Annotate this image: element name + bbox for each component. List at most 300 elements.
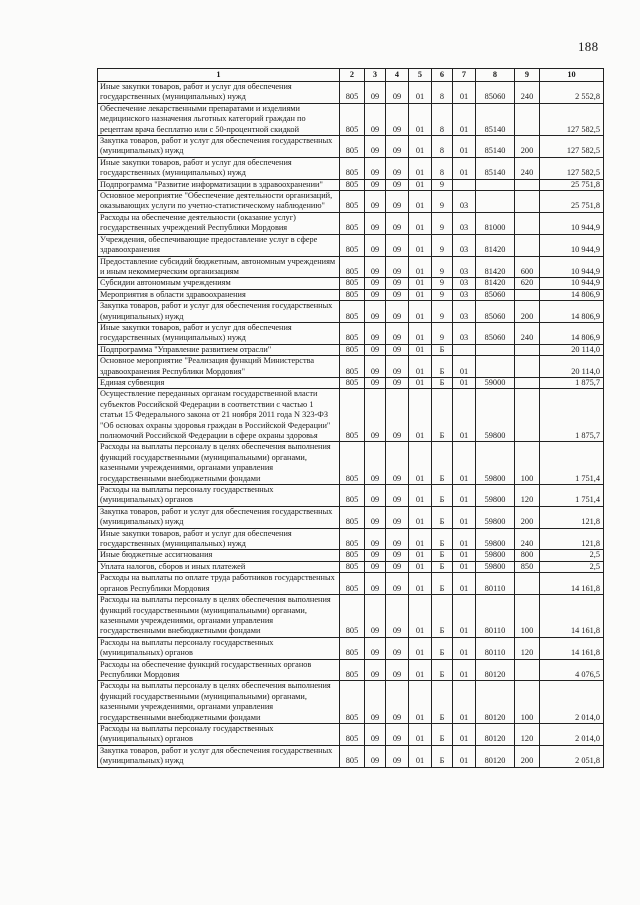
table-row: [98, 103, 604, 135]
row-name-cell: Основное мероприятие "Обеспечение деятельности организаций, оказывающих услуги по учетно-статистическому наблюдению": [98, 191, 340, 213]
table-row: [98, 485, 604, 507]
table-row: [98, 136, 604, 158]
table-row: [98, 550, 604, 561]
program-code-cell: 01: [409, 191, 432, 213]
direction-code-cell: 80110: [476, 573, 515, 595]
expense-type-cell: [515, 179, 540, 190]
row-name-cell: Расходы на выплаты персоналу государственных (муниципальных) органов: [98, 637, 340, 659]
subsection-code-cell: 09: [386, 550, 409, 561]
row-name-cell: Подпрограмма "Управление развитием отрасли": [98, 344, 340, 355]
subprogram-code-cell: 8: [432, 157, 453, 179]
section-code-cell: 09: [365, 136, 386, 158]
amount-cell: 1 875,7: [540, 377, 604, 388]
admin-code-cell: 805: [340, 595, 365, 638]
subprogram-code-cell: Б: [432, 356, 453, 378]
event-code-cell: 03: [453, 234, 476, 256]
direction-code-cell: 59800: [476, 528, 515, 550]
amount-cell: 14 806,9: [540, 289, 604, 300]
expense-type-cell: 120: [515, 485, 540, 507]
subprogram-code-cell: 9: [432, 301, 453, 323]
expense-type-cell: 200: [515, 301, 540, 323]
subprogram-code-cell: Б: [432, 442, 453, 485]
amount-cell: 2,5: [540, 550, 604, 561]
section-code-cell: 09: [365, 528, 386, 550]
table-row: [98, 179, 604, 190]
section-code-cell: 09: [365, 301, 386, 323]
event-code-cell: 01: [453, 485, 476, 507]
direction-code-cell: 80120: [476, 723, 515, 745]
program-code-cell: 01: [409, 637, 432, 659]
table-row: [98, 356, 604, 378]
admin-code-cell: 805: [340, 506, 365, 528]
section-code-cell: 09: [365, 234, 386, 256]
section-code-cell: 09: [365, 595, 386, 638]
direction-code-cell: 59800: [476, 485, 515, 507]
subsection-code-cell: 09: [386, 528, 409, 550]
subsection-code-cell: 09: [386, 289, 409, 300]
program-code-cell: 01: [409, 377, 432, 388]
program-code-cell: 01: [409, 595, 432, 638]
event-code-cell: 01: [453, 82, 476, 104]
subsection-code-cell: 09: [386, 179, 409, 190]
amount-cell: 1 875,7: [540, 389, 604, 442]
program-code-cell: 01: [409, 212, 432, 234]
amount-cell: 121,8: [540, 506, 604, 528]
admin-code-cell: 805: [340, 301, 365, 323]
subprogram-code-cell: Б: [432, 550, 453, 561]
row-name-cell: Обеспечение лекарственными препаратами и изделиями медицинского назначения льготных категорий граждан по рецептам врача бесплатно или с 50-процентной скидкой: [98, 103, 340, 135]
row-name-cell: Расходы на обеспечение деятельности (оказание услуг) государственных учреждений Республики Мордовия: [98, 212, 340, 234]
section-code-cell: 09: [365, 485, 386, 507]
expense-type-cell: 600: [515, 256, 540, 278]
subsection-code-cell: 09: [386, 212, 409, 234]
subsection-code-cell: 09: [386, 82, 409, 104]
section-code-cell: 09: [365, 157, 386, 179]
event-code-cell: 01: [453, 442, 476, 485]
subprogram-code-cell: Б: [432, 573, 453, 595]
table-row: [98, 528, 604, 550]
subsection-code-cell: 09: [386, 157, 409, 179]
row-name-cell: Иные закупки товаров, работ и услуг для обеспечения государственных (муниципальных) нужд: [98, 528, 340, 550]
subprogram-code-cell: 9: [432, 289, 453, 300]
admin-code-cell: 805: [340, 278, 365, 289]
admin-code-cell: 805: [340, 377, 365, 388]
amount-cell: 25 751,8: [540, 191, 604, 213]
amount-cell: 14 806,9: [540, 301, 604, 323]
table-row: [98, 278, 604, 289]
subprogram-code-cell: Б: [432, 659, 453, 681]
row-name-cell: Предоставление субсидий бюджетным, автономным учреждениям и иным некоммерческим организациям: [98, 256, 340, 278]
program-code-cell: 01: [409, 256, 432, 278]
amount-cell: 14 161,8: [540, 637, 604, 659]
amount-cell: 2 051,8: [540, 745, 604, 767]
section-code-cell: 09: [365, 506, 386, 528]
amount-cell: 127 582,5: [540, 103, 604, 135]
subsection-code-cell: 09: [386, 745, 409, 767]
table-row: [98, 256, 604, 278]
amount-cell: 2 014,0: [540, 681, 604, 724]
direction-code-cell: 81000: [476, 212, 515, 234]
subprogram-code-cell: 8: [432, 103, 453, 135]
amount-cell: 1 751,4: [540, 442, 604, 485]
event-code-cell: 01: [453, 595, 476, 638]
admin-code-cell: 805: [340, 485, 365, 507]
section-code-cell: 09: [365, 389, 386, 442]
subsection-code-cell: 09: [386, 595, 409, 638]
event-code-cell: 03: [453, 322, 476, 344]
program-code-cell: 01: [409, 179, 432, 190]
event-code-cell: 03: [453, 301, 476, 323]
row-name-cell: Подпрограмма "Развитие информатизации в здравоохранении": [98, 179, 340, 190]
event-code-cell: 03: [453, 191, 476, 213]
row-name-cell: Основное мероприятие "Реализация функций Министерства здравоохранения Республики Мордовия": [98, 356, 340, 378]
program-code-cell: 01: [409, 103, 432, 135]
column-header: 5: [409, 69, 432, 82]
section-code-cell: 09: [365, 278, 386, 289]
table-row: [98, 234, 604, 256]
table-row: [98, 745, 604, 767]
row-name-cell: Учреждения, обеспечивающие предоставление услуг в сфере здравоохранения: [98, 234, 340, 256]
amount-cell: 10 944,9: [540, 256, 604, 278]
expense-type-cell: [515, 356, 540, 378]
table-row: [98, 506, 604, 528]
direction-code-cell: 59800: [476, 389, 515, 442]
amount-cell: 121,8: [540, 528, 604, 550]
subprogram-code-cell: Б: [432, 377, 453, 388]
direction-code-cell: [476, 356, 515, 378]
program-code-cell: 01: [409, 528, 432, 550]
admin-code-cell: 805: [340, 136, 365, 158]
subprogram-code-cell: 9: [432, 234, 453, 256]
subsection-code-cell: 09: [386, 723, 409, 745]
subprogram-code-cell: 9: [432, 256, 453, 278]
admin-code-cell: 805: [340, 745, 365, 767]
admin-code-cell: 805: [340, 256, 365, 278]
column-header: 3: [365, 69, 386, 82]
event-code-cell: 03: [453, 256, 476, 278]
program-code-cell: 01: [409, 234, 432, 256]
column-header: 1: [98, 69, 340, 82]
table-row: [98, 723, 604, 745]
subsection-code-cell: 09: [386, 561, 409, 572]
section-code-cell: 09: [365, 179, 386, 190]
program-code-cell: 01: [409, 681, 432, 724]
table-row: [98, 344, 604, 355]
amount-cell: 20 114,0: [540, 356, 604, 378]
column-header: 6: [432, 69, 453, 82]
event-code-cell: 01: [453, 356, 476, 378]
table-row: [98, 322, 604, 344]
program-code-cell: 01: [409, 344, 432, 355]
section-code-cell: 09: [365, 561, 386, 572]
event-code-cell: 01: [453, 157, 476, 179]
amount-cell: 2 014,0: [540, 723, 604, 745]
amount-cell: 20 114,0: [540, 344, 604, 355]
subsection-code-cell: 09: [386, 442, 409, 485]
direction-code-cell: 59800: [476, 506, 515, 528]
subprogram-code-cell: 8: [432, 136, 453, 158]
event-code-cell: 01: [453, 561, 476, 572]
section-code-cell: 09: [365, 356, 386, 378]
subsection-code-cell: 09: [386, 256, 409, 278]
table-row: [98, 659, 604, 681]
expense-type-cell: 240: [515, 528, 540, 550]
subsection-code-cell: 09: [386, 485, 409, 507]
event-code-cell: 01: [453, 550, 476, 561]
direction-code-cell: 59800: [476, 442, 515, 485]
expense-type-cell: [515, 212, 540, 234]
budget-table: [97, 68, 604, 768]
admin-code-cell: 805: [340, 356, 365, 378]
amount-cell: 10 944,9: [540, 212, 604, 234]
program-code-cell: 01: [409, 485, 432, 507]
amount-cell: 127 582,5: [540, 136, 604, 158]
program-code-cell: 01: [409, 136, 432, 158]
amount-cell: 10 944,9: [540, 234, 604, 256]
table-row: [98, 389, 604, 442]
subsection-code-cell: 09: [386, 278, 409, 289]
section-code-cell: 09: [365, 289, 386, 300]
subprogram-code-cell: 9: [432, 191, 453, 213]
column-header: 7: [453, 69, 476, 82]
subprogram-code-cell: Б: [432, 528, 453, 550]
table-body: [98, 69, 604, 768]
row-name-cell: Расходы на выплаты персоналу в целях обеспечения выполнения функций государственными (муниципальными) органами, казенными учреждениями, органами управления государственными внебюджетными фондами: [98, 442, 340, 485]
program-code-cell: 01: [409, 82, 432, 104]
subprogram-code-cell: Б: [432, 745, 453, 767]
subprogram-code-cell: Б: [432, 389, 453, 442]
row-name-cell: Расходы на выплаты персоналу государственных (муниципальных) органов: [98, 485, 340, 507]
expense-type-cell: 100: [515, 442, 540, 485]
subprogram-code-cell: Б: [432, 344, 453, 355]
row-name-cell: Закупка товаров, работ и услуг для обеспечения государственных (муниципальных) нужд: [98, 136, 340, 158]
column-header: 8: [476, 69, 515, 82]
event-code-cell: 01: [453, 723, 476, 745]
table-row: [98, 681, 604, 724]
section-code-cell: 09: [365, 103, 386, 135]
table-row: [98, 595, 604, 638]
table-row: [98, 637, 604, 659]
event-code-cell: 01: [453, 681, 476, 724]
direction-code-cell: 85060: [476, 289, 515, 300]
direction-code-cell: 80120: [476, 681, 515, 724]
section-code-cell: 09: [365, 212, 386, 234]
admin-code-cell: 805: [340, 442, 365, 485]
program-code-cell: 01: [409, 356, 432, 378]
admin-code-cell: 805: [340, 234, 365, 256]
row-name-cell: Осуществление переданных органам государственной власти субъектов Российской Федерации в соответствии с частью 1 статьи 15 Федерального закона от 21 ноября 2011 года N 323-ФЗ "Об основах охраны здоровья граждан в Российской Федерации" полномочий Российской Федерации в сфере охраны здоровья: [98, 389, 340, 442]
expense-type-cell: 800: [515, 550, 540, 561]
event-code-cell: 01: [453, 745, 476, 767]
direction-code-cell: 81420: [476, 234, 515, 256]
amount-cell: 4 076,5: [540, 659, 604, 681]
subsection-code-cell: 09: [386, 322, 409, 344]
direction-code-cell: 85060: [476, 322, 515, 344]
direction-code-cell: [476, 191, 515, 213]
admin-code-cell: 805: [340, 289, 365, 300]
admin-code-cell: 805: [340, 561, 365, 572]
row-name-cell: Закупка товаров, работ и услуг для обеспечения государственных (муниципальных) нужд: [98, 745, 340, 767]
event-code-cell: 01: [453, 637, 476, 659]
expense-type-cell: [515, 344, 540, 355]
amount-cell: 14 161,8: [540, 573, 604, 595]
row-name-cell: Расходы на выплаты по оплате труда работников государственных органов Республики Мордовия: [98, 573, 340, 595]
row-name-cell: Уплата налогов, сборов и иных платежей: [98, 561, 340, 572]
subsection-code-cell: 09: [386, 301, 409, 323]
subsection-code-cell: 09: [386, 389, 409, 442]
expense-type-cell: 240: [515, 82, 540, 104]
admin-code-cell: 805: [340, 103, 365, 135]
expense-type-cell: 120: [515, 637, 540, 659]
admin-code-cell: 805: [340, 681, 365, 724]
expense-type-cell: [515, 377, 540, 388]
section-code-cell: 09: [365, 344, 386, 355]
section-code-cell: 09: [365, 550, 386, 561]
expense-type-cell: 620: [515, 278, 540, 289]
page-number: 188: [578, 39, 599, 54]
row-name-cell: Единая субвенция: [98, 377, 340, 388]
section-code-cell: 09: [365, 191, 386, 213]
expense-type-cell: 200: [515, 745, 540, 767]
expense-type-cell: 200: [515, 136, 540, 158]
subprogram-code-cell: 9: [432, 179, 453, 190]
admin-code-cell: 805: [340, 389, 365, 442]
section-code-cell: 09: [365, 322, 386, 344]
section-code-cell: 09: [365, 659, 386, 681]
event-code-cell: 01: [453, 389, 476, 442]
event-code-cell: 01: [453, 573, 476, 595]
section-code-cell: 09: [365, 745, 386, 767]
amount-cell: 2 552,8: [540, 82, 604, 104]
event-code-cell: 01: [453, 659, 476, 681]
direction-code-cell: [476, 179, 515, 190]
subprogram-code-cell: 9: [432, 212, 453, 234]
section-code-cell: 09: [365, 723, 386, 745]
admin-code-cell: 805: [340, 157, 365, 179]
subprogram-code-cell: Б: [432, 723, 453, 745]
admin-code-cell: 805: [340, 212, 365, 234]
section-code-cell: 09: [365, 82, 386, 104]
subprogram-code-cell: Б: [432, 637, 453, 659]
program-code-cell: 01: [409, 561, 432, 572]
admin-code-cell: 805: [340, 82, 365, 104]
table-row: [98, 191, 604, 213]
subsection-code-cell: 09: [386, 356, 409, 378]
admin-code-cell: 805: [340, 322, 365, 344]
direction-code-cell: 80110: [476, 595, 515, 638]
program-code-cell: 01: [409, 659, 432, 681]
column-header: 9: [515, 69, 540, 82]
subsection-code-cell: 09: [386, 637, 409, 659]
expense-type-cell: 240: [515, 157, 540, 179]
event-code-cell: 03: [453, 278, 476, 289]
admin-code-cell: 805: [340, 179, 365, 190]
subsection-code-cell: 09: [386, 681, 409, 724]
table-header-row: [98, 69, 604, 82]
admin-code-cell: 805: [340, 573, 365, 595]
program-code-cell: 01: [409, 157, 432, 179]
table-row: [98, 82, 604, 104]
direction-code-cell: 81420: [476, 278, 515, 289]
expense-type-cell: [515, 103, 540, 135]
program-code-cell: 01: [409, 442, 432, 485]
amount-cell: 10 944,9: [540, 278, 604, 289]
direction-code-cell: 80120: [476, 659, 515, 681]
table-row: [98, 301, 604, 323]
table-row: [98, 212, 604, 234]
expense-type-cell: 120: [515, 723, 540, 745]
program-code-cell: 01: [409, 278, 432, 289]
event-code-cell: 01: [453, 506, 476, 528]
subprogram-code-cell: 9: [432, 278, 453, 289]
program-code-cell: 01: [409, 289, 432, 300]
admin-code-cell: 805: [340, 550, 365, 561]
program-code-cell: 01: [409, 745, 432, 767]
amount-cell: 127 582,5: [540, 157, 604, 179]
expense-type-cell: 200: [515, 506, 540, 528]
direction-code-cell: 85060: [476, 301, 515, 323]
admin-code-cell: 805: [340, 637, 365, 659]
expense-type-cell: [515, 289, 540, 300]
amount-cell: 2,5: [540, 561, 604, 572]
row-name-cell: Расходы на выплаты персоналу в целях обеспечения выполнения функций государственными (муниципальными) органами, казенными учреждениями, органами управления государственными внебюджетными фондами: [98, 681, 340, 724]
table-row: [98, 377, 604, 388]
direction-code-cell: 85060: [476, 82, 515, 104]
column-header: 4: [386, 69, 409, 82]
subsection-code-cell: 09: [386, 191, 409, 213]
program-code-cell: 01: [409, 573, 432, 595]
row-name-cell: Мероприятия в области здравоохранения: [98, 289, 340, 300]
admin-code-cell: 805: [340, 659, 365, 681]
direction-code-cell: 81420: [476, 256, 515, 278]
section-code-cell: 09: [365, 377, 386, 388]
direction-code-cell: [476, 344, 515, 355]
program-code-cell: 01: [409, 506, 432, 528]
direction-code-cell: 85140: [476, 157, 515, 179]
subsection-code-cell: 09: [386, 573, 409, 595]
direction-code-cell: 85140: [476, 136, 515, 158]
event-code-cell: 01: [453, 528, 476, 550]
admin-code-cell: 805: [340, 191, 365, 213]
subsection-code-cell: 09: [386, 234, 409, 256]
event-code-cell: 03: [453, 212, 476, 234]
row-name-cell: Закупка товаров, работ и услуг для обеспечения государственных (муниципальных) нужд: [98, 506, 340, 528]
row-name-cell: Расходы на обеспечение функций государственных органов Республики Мордовия: [98, 659, 340, 681]
program-code-cell: 01: [409, 301, 432, 323]
direction-code-cell: 59800: [476, 550, 515, 561]
section-code-cell: 09: [365, 637, 386, 659]
row-name-cell: Расходы на выплаты персоналу государственных (муниципальных) органов: [98, 723, 340, 745]
subsection-code-cell: 09: [386, 377, 409, 388]
expense-type-cell: [515, 191, 540, 213]
table-row: [98, 442, 604, 485]
expense-type-cell: 100: [515, 681, 540, 724]
event-code-cell: 03: [453, 289, 476, 300]
expense-type-cell: [515, 573, 540, 595]
admin-code-cell: 805: [340, 528, 365, 550]
amount-cell: 14 806,9: [540, 322, 604, 344]
subsection-code-cell: 09: [386, 344, 409, 355]
direction-code-cell: 59800: [476, 561, 515, 572]
row-name-cell: Иные закупки товаров, работ и услуг для обеспечения государственных (муниципальных) нужд: [98, 322, 340, 344]
expense-type-cell: 850: [515, 561, 540, 572]
subprogram-code-cell: 8: [432, 82, 453, 104]
event-code-cell: 01: [453, 377, 476, 388]
expense-type-cell: 100: [515, 595, 540, 638]
subprogram-code-cell: Б: [432, 681, 453, 724]
row-name-cell: Иные бюджетные ассигнования: [98, 550, 340, 561]
section-code-cell: 09: [365, 573, 386, 595]
